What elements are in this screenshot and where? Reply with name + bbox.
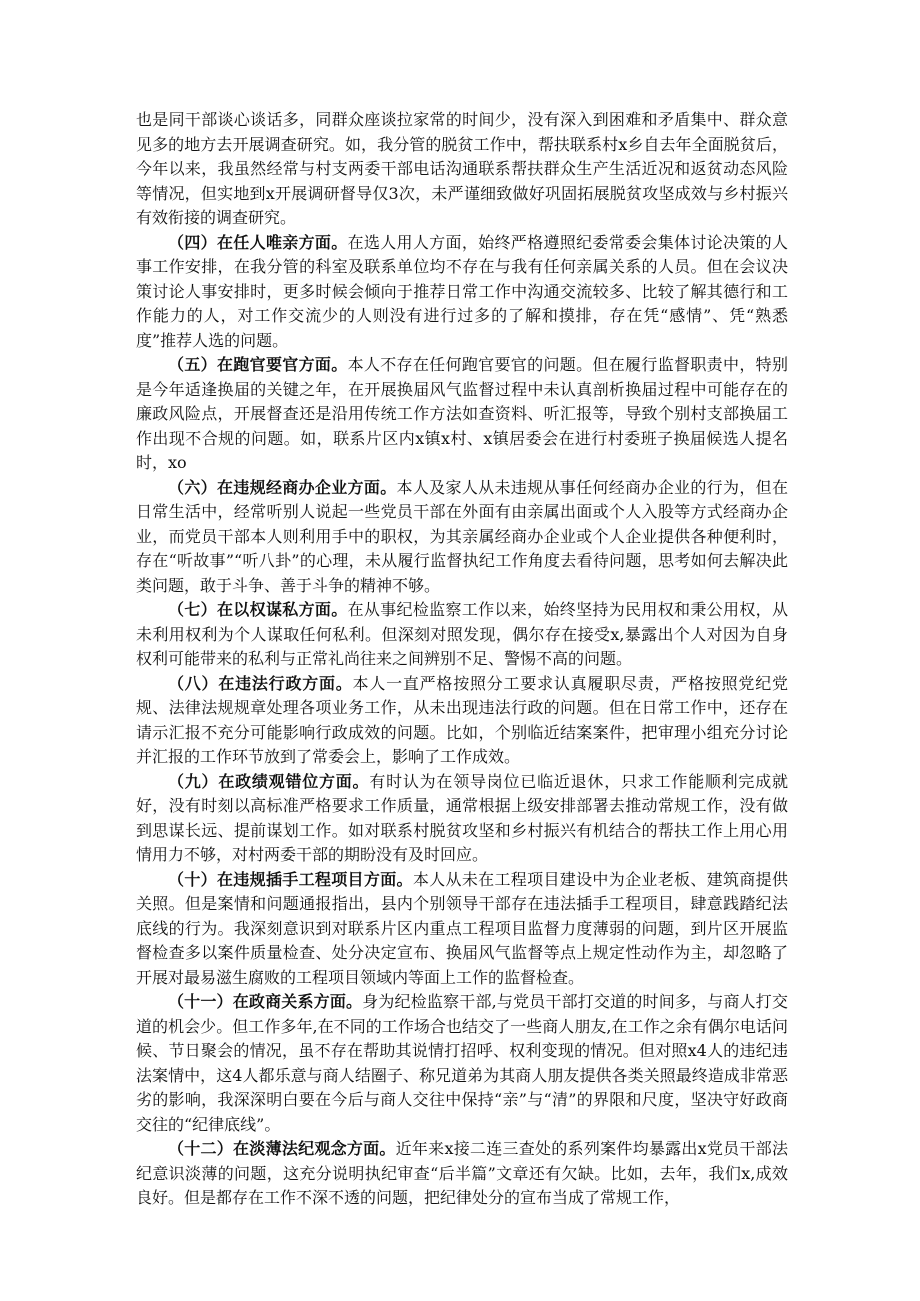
- paragraph-text: 近年来x接二连三查处的系列案件均暴露出x党员干部法纪意识淡薄的问题，这充分说明执纪审查“后半篇”文章还有欠缺。比如，去年，我们x,成效良好。但是都存在工作不深不透的问题，把纪律处分的宣布当成了常规工作，: [136, 1139, 788, 1207]
- paragraph-section-4: [136, 231, 788, 354]
- paragraph-text: 本人一直严格按照分工要求认真履职尽责，严格按照党纪党规、法律法规规章处理各项业务工作，从未出现违法行政的问题。但在日常工作中，还存在请示汇报不充分可能影响行政成效的问题。比如，个别临近结案案件，把审理小组充分讨论并汇报的工作环节放到了常委会上，影响了工作成效。: [136, 673, 788, 766]
- paragraph-text: 本人及家人从未违规从事任何经商办企业的行为，但在日常生活中，经常听别人说起一些党员干部在外面有由亲属出面或个人入股等方式经商办企业，而党员干部本人则利用手中的职权，为其亲属经商办企业或个人企业提供各种便利时，存在“听故事”“听八卦”的心理，未从履行监督执纪工作角度去看待问题，思考如何去解决此类问题，敢于斗争、善于斗争的精神不够。: [136, 477, 788, 595]
- paragraph-section-8: [136, 672, 788, 770]
- paragraph-section-6: [136, 476, 788, 599]
- section-heading: （九）在政绩观错位方面。: [168, 771, 370, 791]
- document-page: [136, 108, 788, 1211]
- paragraph-text: 在选人用人方面，始终严格遵照纪委常委会集体讨论决策的人事工作安排，在我分管的科室及联系单位均不存在与我有任何亲属关系的人员。但在会议决策讨论人事安排时，更多时候会倾向于推荐日常工作中沟通交流较多、比较了解其德行和工作能力的人，对工作交流少的人则没有进行过多的了解和摸排，存在凭“感情”、凭“熟悉度”推荐人选的问题。: [136, 232, 788, 350]
- section-heading: （五）在跑官要官方面。: [168, 355, 348, 374]
- paragraph-text: 有时认为在领导岗位已临近退休，只求工作能顺利完成就好，没有时刻以高标准严格要求工作质量，通常根据上级安排部署去推动常规工作，没有做到思谋长远、提前谋划工作。如对联系村脱贫攻坚和乡村振兴有机结合的帮扶工作上用心用情用力不够，对村两委干部的期盼没有及时回应。: [136, 771, 788, 864]
- section-heading: （八）在违法行政方面。: [168, 673, 353, 693]
- section-heading: （六）在违规经商办企业方面。: [168, 477, 397, 497]
- paragraph-section-10: [136, 868, 788, 991]
- section-heading: （七）在以权谋私方面。: [168, 600, 348, 619]
- paragraph-text: 也是同干部谈心谈话多，同群众座谈拉家常的时间少，没有深入到困难和矛盾集中、群众意见多的地方去开展调查研究。如，我分管的脱贫工作中，帮扶联系村x乡自去年全面脱贫后，今年以来，我虽然经常与村支两委干部电话沟通联系帮扶群众生产生活近况和返贫动态风险等情况，但实地到x开展调研督导仅3次，未严谨细致做好巩固拓展脱贫攻坚成效与乡村振兴有效衔接的调查研究。: [136, 110, 788, 227]
- paragraph-section-7: [136, 598, 788, 672]
- section-heading: （十）在违规插手工程项目方面。: [168, 869, 413, 889]
- paragraph-text: 本人从未在工程项目建设中为企业老板、建筑商提供关照。但是案情和问题通报指出，县内个别领导干部存在违法插手工程项目，肆意践踏纪法底线的行为。我深刻意识到对联系片区内重点工程项目监督力度薄弱的问题，到片区开展监督检查多以案件质量检查、处分决定宣布、换届风气监督等点上规定性动作为主，却忽略了开展对最易滋生腐败的工程项目领域内等面上工作的监督检查。: [136, 869, 788, 987]
- paragraph-text: 在从事纪检监察工作以来，始终坚持为民用权和秉公用权，从未利用权利为个人谋取任何私利。但深刻对照发现，偶尔存在接受x,暴露出个人对因为自身权利可能带来的私利与正常礼尚往来之间辨别不足、警惕不高的问题。: [136, 600, 788, 668]
- section-heading: （十二）在淡薄法纪观念方面。: [168, 1139, 396, 1158]
- paragraph-section-11: [136, 990, 788, 1137]
- paragraph-section-9: [136, 770, 788, 868]
- paragraph-text: 身为纪检监察干部,与党员干部打交道的时间多，与商人打交道的机会少。但工作多年,在不同的工作场合也结交了一些商人朋友,在工作之余有偶尔电话问候、节日聚会的情况，虽不存在帮助其说情打招呼、权利变现的情况。但对照x4人的违纪违法案情中，这4人都乐意与商人结圈子、称兄道弟为其商人朋友提供各类关照最终造成非常恶劣的影响，我深深明白要在今后与商人交往中保持“亲”与“清”的界限和尺度，坚决守好政商交往的“纪律底线”。: [136, 992, 788, 1134]
- section-heading: （十一）在政商关系方面。: [168, 992, 363, 1011]
- paragraph-section-12: [136, 1137, 788, 1211]
- section-heading: （四）在任人唯亲方面。: [168, 232, 348, 252]
- paragraph-section-5: [136, 353, 788, 476]
- paragraph-text: 本人不存在任何跑官要官的问题。但在履行监督职责中，特别是今年适逢换届的关键之年，在开展换届风气监督过程中未认真剖析换届过程中可能存在的廉政风险点，开展督查还是沿用传统工作方法如查资料、听汇报等，导致个别村支部换届工作出现不合规的问题。如，联系片区内x镇x村、x镇居委会在进行村委班子换届候选人提名时，xo: [136, 355, 788, 472]
- paragraph-intro: [136, 108, 788, 231]
